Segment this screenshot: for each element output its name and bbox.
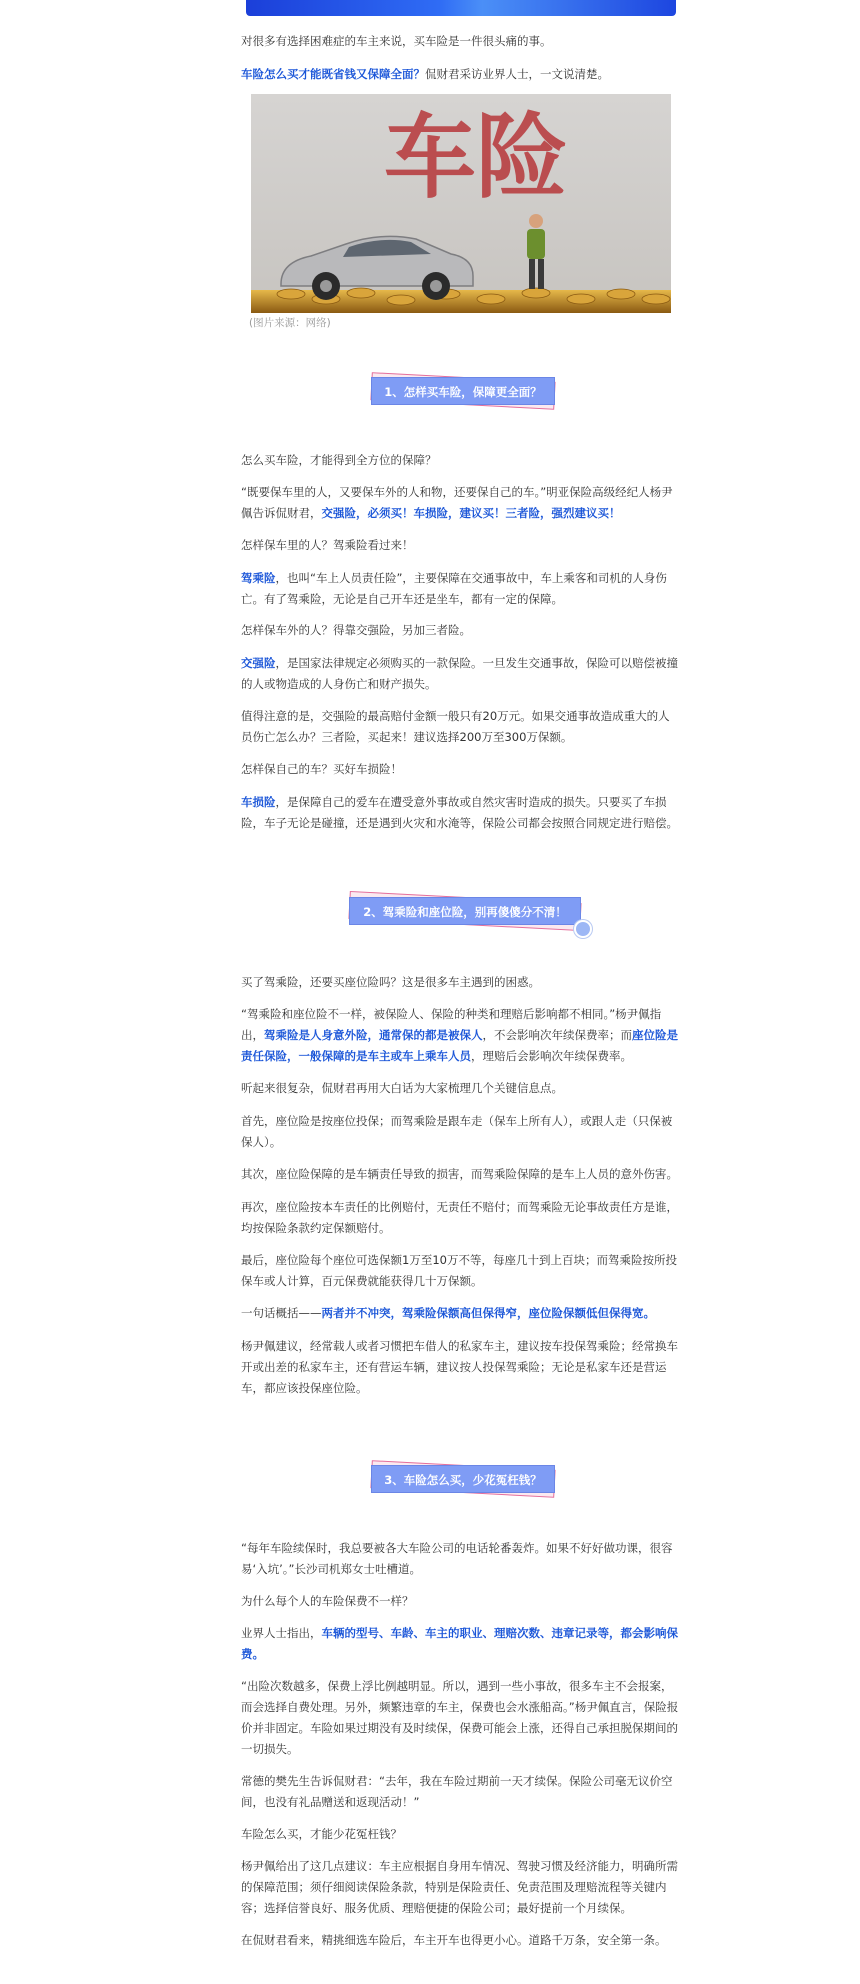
s2-paragraph-8 (241, 1303, 681, 1324)
s3-paragraph-8: 在侃财君看来，精挑细选车险后，车主开车也得更小心。道路千万条，安全第一条。 (241, 1933, 667, 1947)
s1-paragraph-5: 怎样保车外的人？得靠交强险，另加三者险。 (241, 623, 471, 637)
s2-p2-text-a: “驾乘险和座位险不一样，被保险人、保险的种类和理赔后影响都不相同。”杨尹佩指出， (241, 1007, 662, 1042)
s3-paragraph-7: 杨尹佩给出了这几点建议：车主应根据自身用车情况、驾驶习惯及经济能力，明确所需的保障范围；须仔细阅读保险条款，特别是保险责任、免责范围及理赔流程等关键内容；选择信誉良好、服务优质、理赔便捷的保险公司；最好提前一个月续保。 (241, 1859, 678, 1915)
s1-p4-highlight: 驾乘险 (241, 571, 276, 585)
car-insurance-photo (251, 94, 671, 313)
s2-paragraph-7: 最后，座位险每个座位可选保额1万至10万不等，每座几十到上百块；而驾乘险按所投保车或人计算，百元保费就能获得几十万保额。 (241, 1253, 677, 1288)
s2-p2-text-b: ，不会影响次年续保费率；而 (482, 1028, 632, 1042)
s2-p2-highlight-a: 驾乘险是人身意外险，通常保的都是被保人 (264, 1028, 483, 1042)
s3-paragraph-6: 车险怎么买，才能少花冤枉钱？ (241, 1827, 402, 1841)
s3-p3-highlight: 车辆的型号、车龄、车主的职业、理赔次数、违章记录等，都会影响保费。 (241, 1626, 678, 1661)
s1-paragraph-9 (241, 792, 681, 834)
s1-p9-text: ，是保障自己的爱车在遭受意外事故或自然灾害时造成的损失。只要买了车损险，车子无论是碰撞，还是遇到火灾和水淹等，保险公司都会按照合同规定进行赔偿。 (241, 795, 678, 830)
s1-paragraph-2 (241, 482, 681, 524)
photo-text: 车险 (383, 103, 569, 211)
lead-paragraph (241, 64, 681, 85)
s1-paragraph-8: 怎样保自己的车？买好车损险！ (241, 762, 402, 776)
s1-p4-text: ，也叫“车上人员责任险”，主要保障在交通事故中，车上乘客和司机的人身伤亡。有了驾乘险，无论是自己开车还是坐车，都有一定的保障。 (241, 571, 667, 606)
section-1-title (371, 377, 555, 405)
s1-p6-text: ，是国家法律规定必须购买的一款保险。一旦发生交通事故，保险可以赔偿被撞的人或物造成的人身伤亡和财产损失。 (241, 656, 678, 691)
s2-p8-text: 一句话概括—— (241, 1306, 322, 1320)
section-2-title-text: 2、驾乘险和座位险，别再傻傻分不清！ (349, 897, 581, 925)
s1-p9-highlight: 车损险 (241, 795, 276, 809)
s2-p2-highlight-b: 座位险是责任保险，一般保障的是车主或车上乘车人员 (241, 1028, 678, 1063)
s1-paragraph-4 (241, 568, 681, 610)
s3-paragraph-1: “每年车险续保时，我总要被各大车险公司的电话轮番轰炸。如果不好好做功课，很容易‘入坑’。”长沙司机郑女士吐槽道。 (241, 1541, 673, 1576)
photo-caption: (图片来源：网络) (249, 317, 331, 329)
s2-paragraph-5: 其次，座位险保障的是车辆责任导致的损害，而驾乘险保障的是车上人员的意外伤害。 (241, 1167, 678, 1181)
s1-paragraph-7: 值得注意的是，交强险的最高赔付金额一般只有20万元。如果交通事故造成重大的人员伤亡怎么办？三者险，买起来！建议选择200万至300万保额。 (241, 709, 670, 744)
s2-p8-highlight: 两者并不冲突，驾乘险保额高但保得窄，座位险保额低但保得宽。 (321, 1306, 655, 1320)
section-3-title (371, 1465, 555, 1493)
s2-paragraph-4: 首先，座位险是按座位投保；而驾乘险是跟车走（保车上所有人），或跟人走（只保被保人）。 (241, 1114, 673, 1149)
s3-paragraph-3 (241, 1623, 681, 1665)
s2-paragraph-6: 再次，座位险按本车责任的比例赔付，无责任不赔付；而驾乘险无论事故责任方是谁，均按保险条款约定保额赔付。 (241, 1200, 678, 1235)
s3-paragraph-4: “出险次数越多，保费上浮比例越明显。所以，遇到一些小事故，很多车主不会报案，而会选择自费处理。另外，频繁违章的车主，保费也会水涨船高。”杨尹佩直言，保险报价并非固定。车险如果过期没有及时续保，保费可能会上涨，还得自己承担脱保期间的一切损失。 (241, 1679, 679, 1756)
s1-p2-highlight: 交强险，必须买！车损险，建议买！三者险，强烈建议买！ (321, 506, 621, 520)
s3-paragraph-5: 常德的樊先生告诉侃财君：“去年，我在车险过期前一天才续保。保险公司毫无议价空间，也没有礼品赠送和返现活动！” (241, 1774, 673, 1809)
s2-paragraph-3: 听起来很复杂，侃财君再用大白话为大家梳理几个关键信息点。 (241, 1081, 563, 1095)
s2-p2-text-c: ，理赔后会影响次年续保费率。 (471, 1049, 632, 1063)
intro-paragraph: 对很多有选择困难症的车主来说，买车险是一件很头痛的事。 (241, 34, 552, 48)
car-insurance-illustration (251, 94, 671, 313)
top-banner-image (246, 0, 676, 16)
s1-p2-text: “既要保车里的人，又要保车外的人和物，还要保自己的车。”明亚保险高级经纪人杨尹佩告诉侃财君， (241, 485, 673, 520)
lead-highlight: 车险怎么买才能既省钱又保障全面？ (241, 67, 425, 81)
s1-p6-highlight: 交强险 (241, 656, 276, 670)
section-3-title-text: 3、车险怎么买，少花冤枉钱？ (371, 1465, 555, 1493)
s1-paragraph-1: 怎么买车险，才能得到全方位的保障？ (241, 453, 437, 467)
s3-p3-text: 业界人士指出， (241, 1626, 322, 1640)
s2-paragraph-1: 买了驾乘险，还要买座位险吗？这是很多车主遇到的困惑。 (241, 975, 540, 989)
s2-paragraph-2 (241, 1004, 681, 1067)
s2-paragraph-9: 杨尹佩建议，经常载人或者习惯把车借人的私家车主，建议按车投保驾乘险；经常换车开或出差的私家车主，还有营运车辆，建议按人投保驾乘险；无论是私家车还是营运车，都应该投保座位险。 (241, 1339, 678, 1395)
lead-rest: 侃财君采访业界人士，一文说清楚。 (425, 67, 609, 81)
s3-paragraph-2: 为什么每个人的车险保费不一样？ (241, 1594, 414, 1608)
s1-paragraph-3: 怎样保车里的人？驾乘险看过来！ (241, 538, 414, 552)
section-1-title-text: 1、怎样买车险，保障更全面？ (371, 377, 555, 405)
s1-paragraph-6 (241, 653, 681, 695)
section-2-title (349, 897, 581, 925)
decorative-bubble-icon (574, 920, 592, 938)
